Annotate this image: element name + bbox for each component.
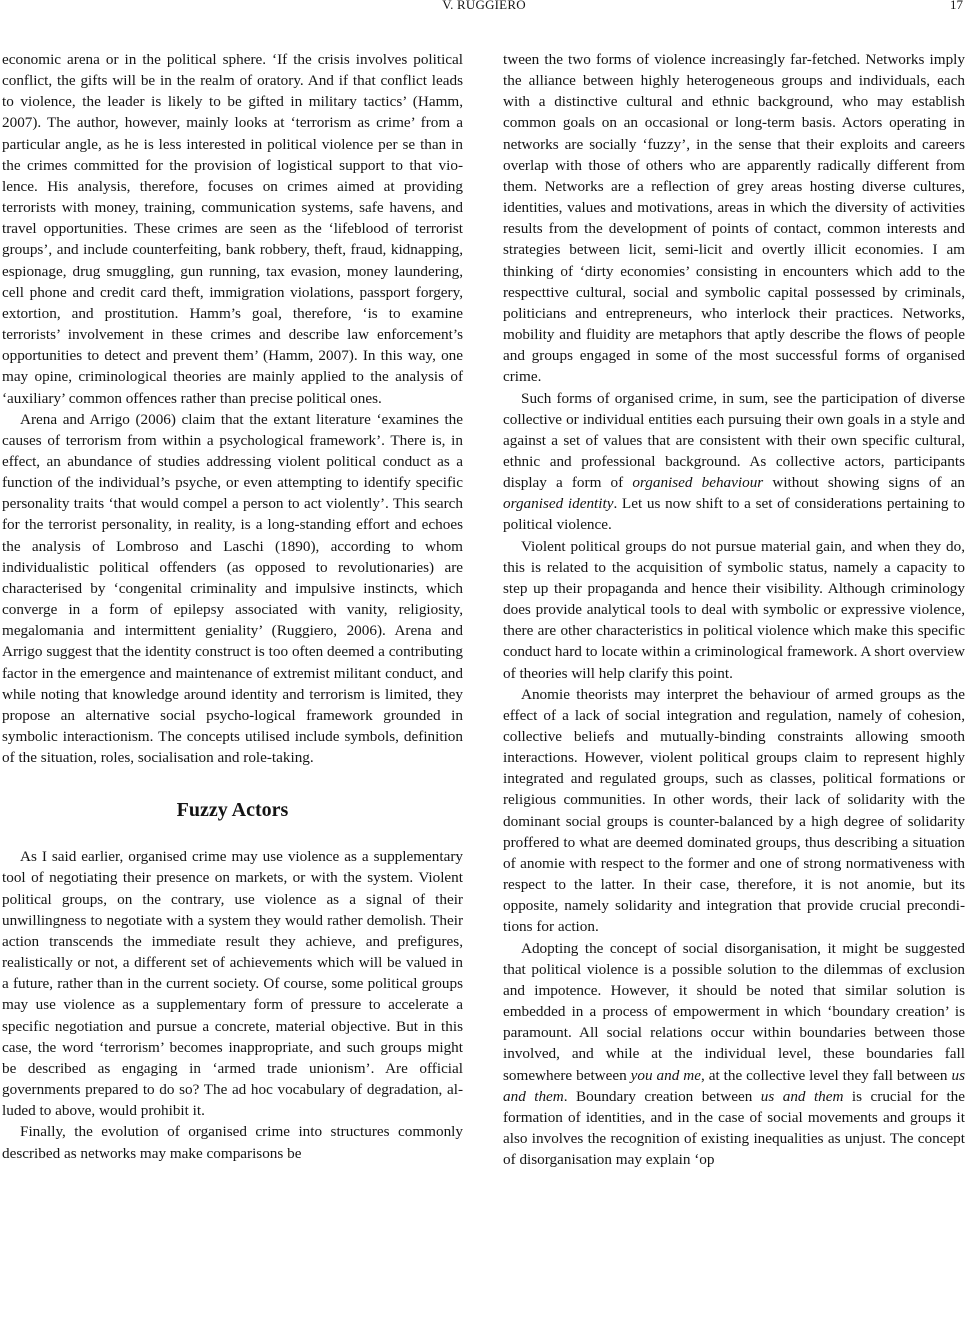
paragraph: Finally, the evolution of organised crime into structures commonly described as networks may make comparisons be [2,1123,463,1162]
paragraph: Violent political groups do not pursue material gain, and when they do, this is related to the acquisition of symbolic status, namely a capacity to step up their propaganda and hence their visibility. Although criminology does provide analytical tools to deal with symbolic or expressive violence, there are other characteristics in political violence which make this specific conduct hard to locate within a criminological framework. A short overview of theories will help clarify this point. [503,537,965,682]
paragraph: economic arena or in the political sphere. ‘If the crisis involves political conflict, the gifts will be in the realm of oratory. And if that conflict leads to violence, the leader is likely to be gifted in military tactics’ (Hamm, 2007). The author, however, mainly looks at ‘terrorism as crime’ from a particular angle, as he is less interested in political violence per se than in the crimes committed for the provision of logistical support to that violence. His analysis, therefore, focuses on crimes aimed at providing terrorists with money, training, communication systems, safe havens, and travel opportunities. These crimes are seen as the ‘lifeblood of terrorist groups’, and include counterfeiting, bank robbery, theft, fraud, kidnapping, espionage, drug smuggling, gun running, tax evasion, money laundering, cell phone and credit card theft, immigration violations, passport forgery, extortion, and prostitution. Hamm’s goal, therefore, ‘is to examine terrorists’ involvement in these crimes and describe law enforcement’s opportunities to detect and prevent them’ (Hamm, 2007). In this way, one may opine, criminological theories are mainly applied to the analysis of ‘auxiliary’ common offences rather than precise political ones. [2,51,463,407]
section-heading: Fuzzy Actors [176,799,289,822]
running-head-author: V. RUGGIERO [442,0,526,12]
paragraph [503,938,965,1171]
right-column [503,49,965,1170]
left-column [2,49,463,1164]
italic-term: you and me [630,1066,701,1084]
italic-term: organised behaviour [632,474,764,492]
page-number: 17 [950,0,963,12]
italic-term: organised identity [503,495,614,513]
paragraph: Anomie theorists may interpret the behaviour of armed groups as the effect of a lack of social integration and regulation, namely of cohesion, collective beliefs and mutually-binding constraints allowing smooth interactions. However, violent political groups claim to represent highly integrated and regulated groups, such as classes, political formations or religious communities. In other words, their lack of solidarity with the dominant social groups is counter-balanced by a high degree of solidarity proffered to what are deemed dominated groups, thus describing a situation of anomie with respect to the former and one of strong normativeness with respect to the latter. In their case, therefore, it is not anomie, but its opposite, namely solidarity and integration that provide crucial preconditions for action. [503,685,965,936]
paragraph: As I said earlier, organised crime may use violence as a supplementary tool of negotiating their presence on markets, or with the system. Violent political groups, on the contrary, use violence as a signal of their unwillingness to negotiate with a system they would rather demolish. Their action transcends the immediate result they achieve, and prefigures, realistically or not, a different set of achievements which will be valued in a future, rather than in the current society. Of course, some political groups may use violence as a supplementary form of pressure to accelerate a specific negotiation and pursue a concrete, material objective. But in this case, the word ‘terrorism’ becomes inappropriate, and such groups might be described as engaging in ‘armed trade unionism’. Are official governments prepared to do so? The ad hoc vocabulary of degradation, alluded to above, would prohibit it. [2,848,463,1120]
text-run: Adopting the concept of social disorganisation, it might be suggested that political violence is a possible solution to the dilemmas of exclusion and impotence. However, it should be noted that similar solution is embedded in a process of empowerment in which ‘boundary creation’ is paramount. All social relations occur within boundaries between those involved, and while at the individual level, these boundaries fall somewhere between [503,939,965,1084]
paragraph [503,388,965,536]
italic-term: us and them [760,1087,844,1105]
text-run: is crucial for the formation of identities, and in the case of social movements and groups it also involves the recognition of existing inequalities as unjust. The concept of disorganisation may explain ‘op [503,1087,965,1169]
italic-term: us and them [503,1066,965,1105]
text-run: , at the collective level they fall between [701,1066,952,1084]
text-run: without showing signs of an [763,474,965,492]
page-header [0,0,968,20]
paragraph: tween the two forms of violence increasingly far-fetched. Networks imply the alliance between highly heterogeneous groups and individuals, each with a distinctive cultural and ethnic background, who may establish common goals on an occasional or long-term basis. Actors operating in networks are socially ‘fuzzy’, in the sense that their exploits and careers overlap with those of others who are apparently radically different from them. Networks are a reflection of grey areas hosting diverse cultures, identities, values and motivations, areas in which the diversity of activities results from the development of points of contact, common interests and strategies between licit, semi-licit and overtly illicit economies. I am thinking of ‘dirty economies’ consisting in encounters which add to the respecttive cultural, social and symbolic capital possessed by criminals, politicians and entrepreneurs, who interlock their practices. Networks, mobility and fluidity are metaphors that aptly describe the flows of people and groups engaged in some of the most successful forms of organised crime. [503,51,965,386]
text-run: . Boundary creation between [563,1087,761,1105]
text-run: . Let us now shift to a set of considerations pertaining to political violence. [503,495,966,534]
paragraph: Arena and Arrigo (2006) claim that the extant literature ‘examines the causes of terrorism from within a psychological framework’. There is, in effect, an abundance of studies addressing violent political conduct as a function of the individual’s psyche, or even attempting to identify specific personality traits ‘that would compel a person to act violently’. This search for the terrorist personality, in reality, is a long-standing effort and echoes the analysis of Lombroso and Laschi (1890), according to whom individualistic political offenders (as opposed to revolutionaries) are characterised by ‘congenital criminality and impulsive instincts, which converge in a form of epilepsy associated with vanity, religiosity, megalomania and intermittent geniality’ (Ruggiero, 2006). Arena and Arrigo suggest that the identity construct is too often deemed a contributing factor in the emergence and maintenance of extremist militant conduct, and while noting that knowledge around identity and terrorism is limited, they propose an alternative social psycho-logical framework grounded in symbolic interactionism. The concepts utilised include symbols, definition of the situation, roles, socialisation and role-taking. [2,410,463,767]
text-run: Such forms of organised crime, in sum, see the participation of diverse collective or individual entities each pursuing their own goals in a style and against a set of values that are consistent with their own specific cultural, ethnic and professional background. As collective actors, participants display a form of [503,389,965,492]
